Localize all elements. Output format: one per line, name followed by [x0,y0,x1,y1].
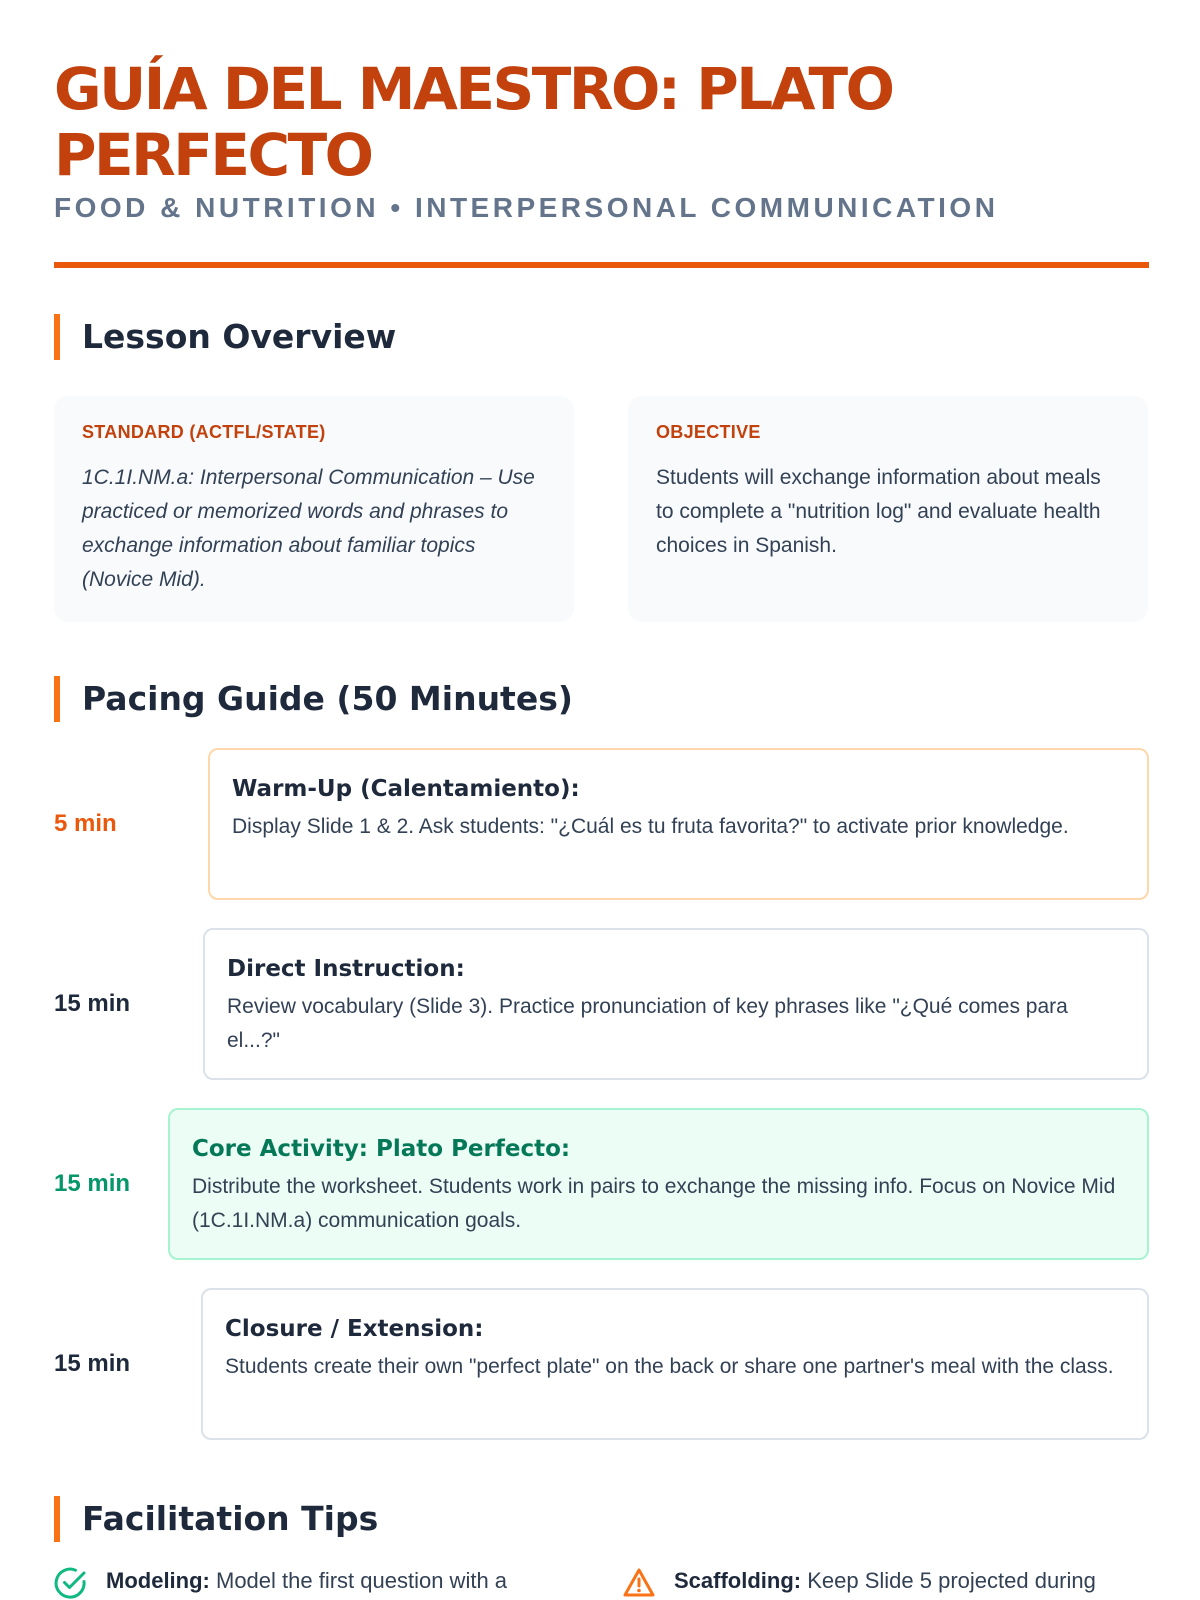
pacing-card-highlighted [168,1108,1149,1260]
check-circle-icon [54,1566,88,1600]
standard-label: STANDARD (ACTFL/STATE) [82,422,326,442]
tip-text [106,1566,507,1596]
pacing-time: 5 min [54,810,117,837]
pacing-time: 15 min [54,990,131,1017]
pacing-card-title: Warm-Up (Calentamiento): [232,776,580,802]
pacing-card [203,928,1149,1080]
lesson-overview-heading: Lesson Overview [54,314,396,360]
pacing-card-title: Core Activity: Plato Perfecto: [192,1136,571,1162]
standard-text: 1C.1I.NM.a: Interpersonal Communication – Use practiced or memorized words and phrases to exchange information about familiar topics (Novice Mid). [82,466,535,591]
pacing-card-text: Display Slide 1 & 2. Ask students: "¿Cuál es tu fruta favorita?" to activate prior knowledge. [232,815,1069,838]
standard-card [54,396,574,622]
title-divider [54,262,1149,268]
tip-scaffolding [622,1566,1096,1600]
pacing-card-text: Students create their own "perfect plate" on the back or share one partner's meal with the class. [225,1355,1114,1378]
document-title: GUÍA DEL MAESTRO: PLATO PERFECTO [54,55,893,189]
warning-triangle-icon [622,1566,656,1600]
pacing-row-warmup [54,748,1149,900]
tip-body: Model the first question with a [209,1568,508,1593]
pacing-row-closure [54,1288,1149,1440]
tip-label: Scaffolding: [674,1568,802,1593]
pacing-guide-heading: Pacing Guide (50 Minutes) [54,676,573,722]
tip-modeling [54,1566,507,1600]
pacing-card-title: Direct Instruction: [227,956,465,982]
pacing-row-direct-instruction [54,928,1149,1080]
pacing-card [201,1288,1149,1440]
tip-text [674,1566,1096,1596]
pacing-card-text: Distribute the worksheet. Students work in pairs to exchange the missing info. Focus on Novice Mid (1C.1I.NM.a) communication goals. [192,1175,1116,1232]
facilitation-tips-heading: Facilitation Tips [54,1496,378,1542]
objective-card [628,396,1148,622]
objective-label: OBJECTIVE [656,422,761,442]
tip-body: Keep Slide 5 projected during [801,1568,1096,1593]
objective-text: Students will exchange information about meals to complete a "nutrition log" and evaluate health choices in Spanish. [656,466,1101,557]
pacing-time: 15 min [54,1170,131,1197]
pacing-card-text: Review vocabulary (Slide 3). Practice pronunciation of key phrases like "¿Qué comes para el...?" [227,995,1068,1052]
pacing-time: 15 min [54,1350,131,1377]
pacing-row-core-activity [54,1108,1149,1260]
pacing-card [208,748,1149,900]
pacing-card-title: Closure / Extension: [225,1316,484,1342]
tip-label: Modeling: [106,1568,210,1593]
document-subtitle: FOOD & NUTRITION • INTERPERSONAL COMMUNICATION [54,192,999,223]
